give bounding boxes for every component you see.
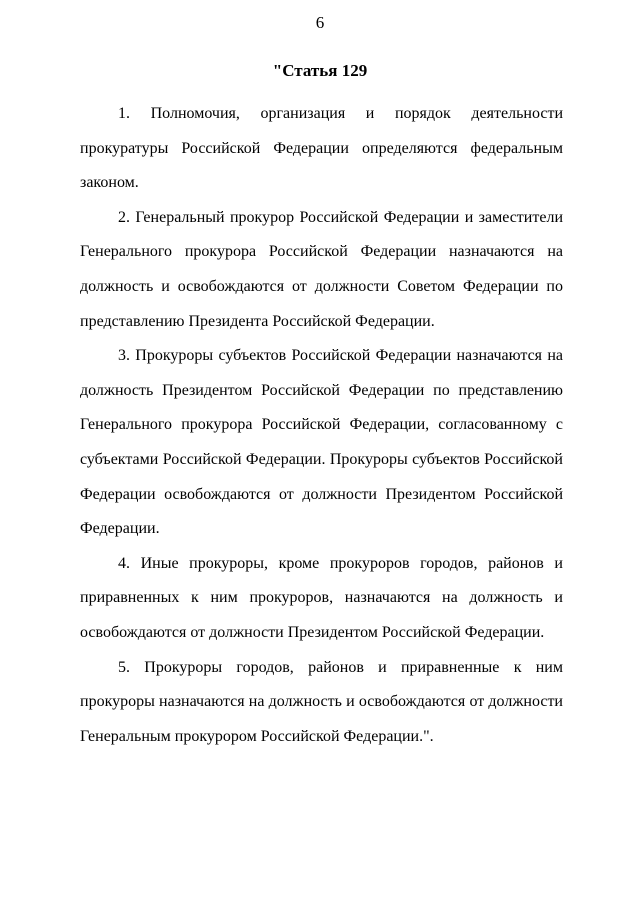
paragraph-5: 5. Прокуроры городов, районов и приравненные к ним прокуроры назначаются на должность и освобождаются от должности Генеральным прокурором Российской Федерации.". xyxy=(80,658,563,745)
paragraph-2: 2. Генеральный прокурор Российской Федерации и заместители Генерального прокурора Российской Федерации назначаются на должность и освобождаются от должности Советом Федерации по представлению Президента Российской Федерации. xyxy=(80,208,563,330)
paragraph-3: 3. Прокуроры субъектов Российской Федерации назначаются на должность Президентом Российской Федерации по представлению Генерального прокурора Российской Федерации, согласованному с субъектами Российской Федерации. Прокуроры субъектов Российской Федерации освобождаются от должности Президентом Российской Федерации. xyxy=(80,347,563,538)
paragraph-1: 1. Полномочия, организация и порядок деятельности прокуратуры Российской Федерации определяются федеральным законом. xyxy=(80,105,563,192)
page-number: 6 xyxy=(315,13,325,32)
paragraph-4: 4. Иные прокуроры, кроме прокуроров городов, районов и приравненных к ним прокуроров, назначаются на должность и освобождаются от должности Президентом Российской Федерации. xyxy=(80,554,563,641)
article-body xyxy=(80,97,563,754)
article-title: "Статья 129 xyxy=(272,61,368,80)
